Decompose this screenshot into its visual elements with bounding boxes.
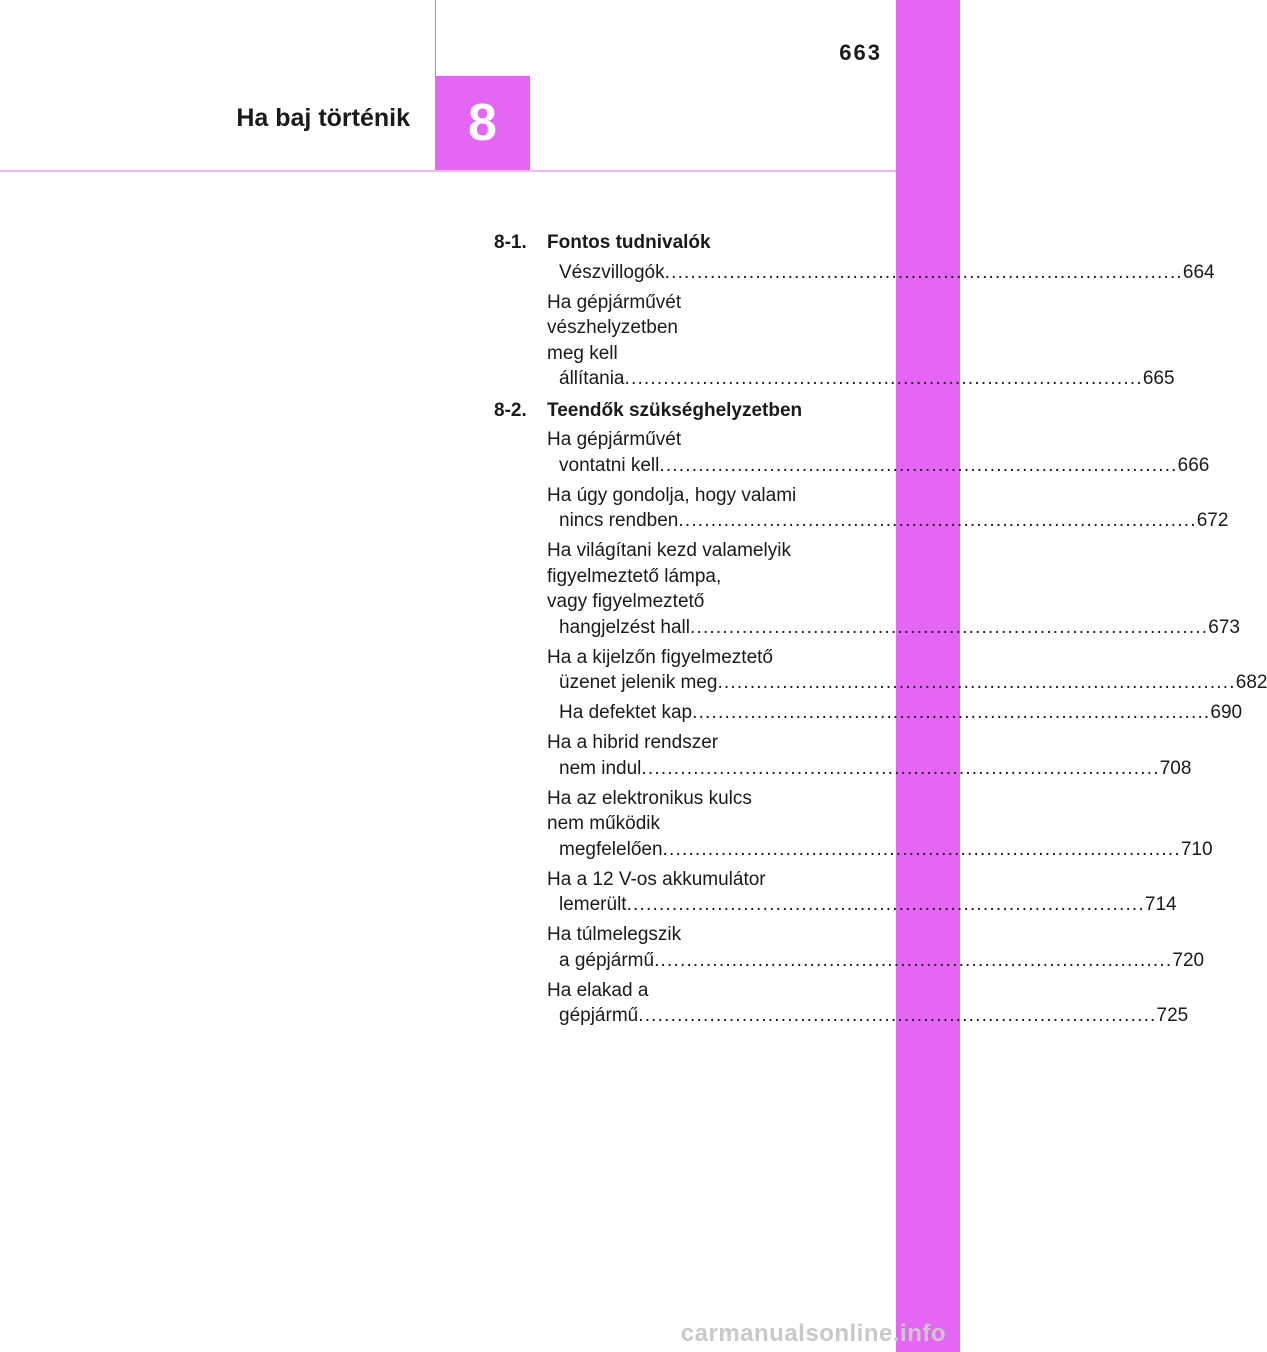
chapter-title: Ha baj történik [236,104,410,132]
dot-leader: ................................................................................ [717,672,1236,693]
toc-entry[interactable] [547,978,1189,1029]
toc-entry[interactable] [547,867,1177,918]
page-number: 663 [839,40,882,65]
chapter-number-box: 8 [435,76,530,170]
toc-entry-text: Ha gépjárművét [547,291,682,313]
dot-leader: ................................................................................ [689,616,1209,638]
toc-entry[interactable] [547,483,1229,534]
dot-leader: ................................................................................ [638,1005,1157,1026]
toc-entry-text: Ha úgy gondolja, hogy valami [547,484,797,506]
toc-entry-text: Ha a 12 V-os akkumulátor [547,868,766,890]
section-title: Fontos tudnivalók [547,232,711,253]
header-vertical-divider [435,0,436,76]
toc-page-number: 664 [1182,261,1215,283]
toc-entry-last-line [547,837,1213,863]
toc-entry-text: Ha elakad a [547,979,649,1001]
toc-entry-text: hangjelzést hall [559,616,690,638]
toc-entry-text: Ha világítani kezd valamelyik [547,540,791,561]
toc-entry-text: vontatni kell [559,454,660,476]
dot-leader: ................................................................................ [626,894,1145,915]
toc-page-number: 714 [1144,894,1177,915]
toc-entry-text: vészhelyzetben [547,317,678,338]
toc-entry[interactable] [547,730,1192,781]
toc-entry-text: meg kell [547,342,618,364]
dot-leader: ................................................................................ [654,949,1173,971]
toc-entry[interactable] [547,427,1210,478]
toc-page-number: 690 [1210,702,1243,723]
watermark: carmanualsonline.info [680,1320,946,1347]
toc-entry-text: Ha az elektronikus kulcs [547,787,752,809]
section-number: 8-1. [494,232,527,253]
toc-entry-last-line [547,756,1192,782]
section-heading [494,398,837,424]
dot-leader: ................................................................................ [664,261,1183,283]
toc-entry-text: vagy figyelmeztető [547,591,705,612]
toc-entry-last-line [547,260,1215,286]
toc-entry[interactable] [547,290,1175,392]
toc-page-number: 672 [1196,510,1229,531]
toc-entry-text: gépjármű [559,1005,639,1026]
toc-entry-last-line [547,615,1240,641]
dot-leader: ................................................................................ [662,838,1181,860]
dot-leader: ................................................................................ [659,454,1178,476]
toc-entry-last-line [547,366,1175,392]
table-of-contents [494,230,1267,1035]
toc-entry-last-line [547,670,1267,696]
toc-section [494,398,1267,1029]
toc-page-number: 725 [1156,1005,1189,1026]
toc-entry-text: Ha a hibrid rendszer [547,732,719,753]
dot-leader: ................................................................................ [641,757,1160,779]
toc-entry[interactable] [547,700,1243,726]
toc-page-number: 708 [1159,757,1192,779]
dot-leader: ................................................................................ [624,368,1143,389]
toc-entry-last-line [547,892,1177,918]
toc-entry-text: Vészvillogók [559,261,665,283]
toc-section [494,230,1215,392]
toc-entry-text: Ha defektet kap [559,702,693,723]
toc-entry-last-line [547,948,1205,974]
toc-page-number: 673 [1208,616,1240,638]
toc-entry-text: Ha túlmelegszik [547,924,682,945]
toc-entry-text: a gépjármű [559,949,655,971]
toc-entry-text: megfelelően [559,838,663,860]
toc-entry[interactable] [547,786,1213,863]
toc-entry-text: állítania [559,368,625,389]
toc-page-number: 720 [1172,949,1205,971]
toc-page-number: 682 [1235,672,1267,693]
toc-page-number: 665 [1142,368,1175,389]
section-number: 8-2. [494,399,527,421]
header-horizontal-divider [0,170,896,172]
toc-entry-text: figyelmeztető lámpa, [547,565,722,587]
toc-entry-text: Ha a kijelzőn figyelmeztető [547,646,773,668]
toc-entry[interactable] [547,538,1240,640]
toc-entry-last-line [547,1003,1189,1029]
toc-entry[interactable] [547,645,1267,696]
toc-entry-last-line [547,508,1229,534]
toc-entry[interactable] [547,260,1215,286]
section-heading [494,230,837,256]
section-title: Teendők szükséghelyzetben [547,399,803,421]
toc-entry-last-line [547,700,1243,726]
toc-page-number: 710 [1180,838,1213,860]
toc-entry-text: lemerült [559,894,627,915]
toc-entry-text: nem működik [547,813,660,834]
dot-leader: ................................................................................ [678,510,1197,531]
toc-entry-text: üzenet jelenik meg [559,672,718,693]
toc-entry-text: nem indul [559,757,642,779]
toc-entry[interactable] [547,922,1205,973]
toc-page-number: 666 [1177,454,1210,476]
toc-entry-last-line [547,453,1210,479]
dot-leader: ................................................................................ [692,702,1211,723]
toc-entry-text: Ha gépjárművét [547,429,682,450]
toc-entry-text: nincs rendben [559,510,679,531]
